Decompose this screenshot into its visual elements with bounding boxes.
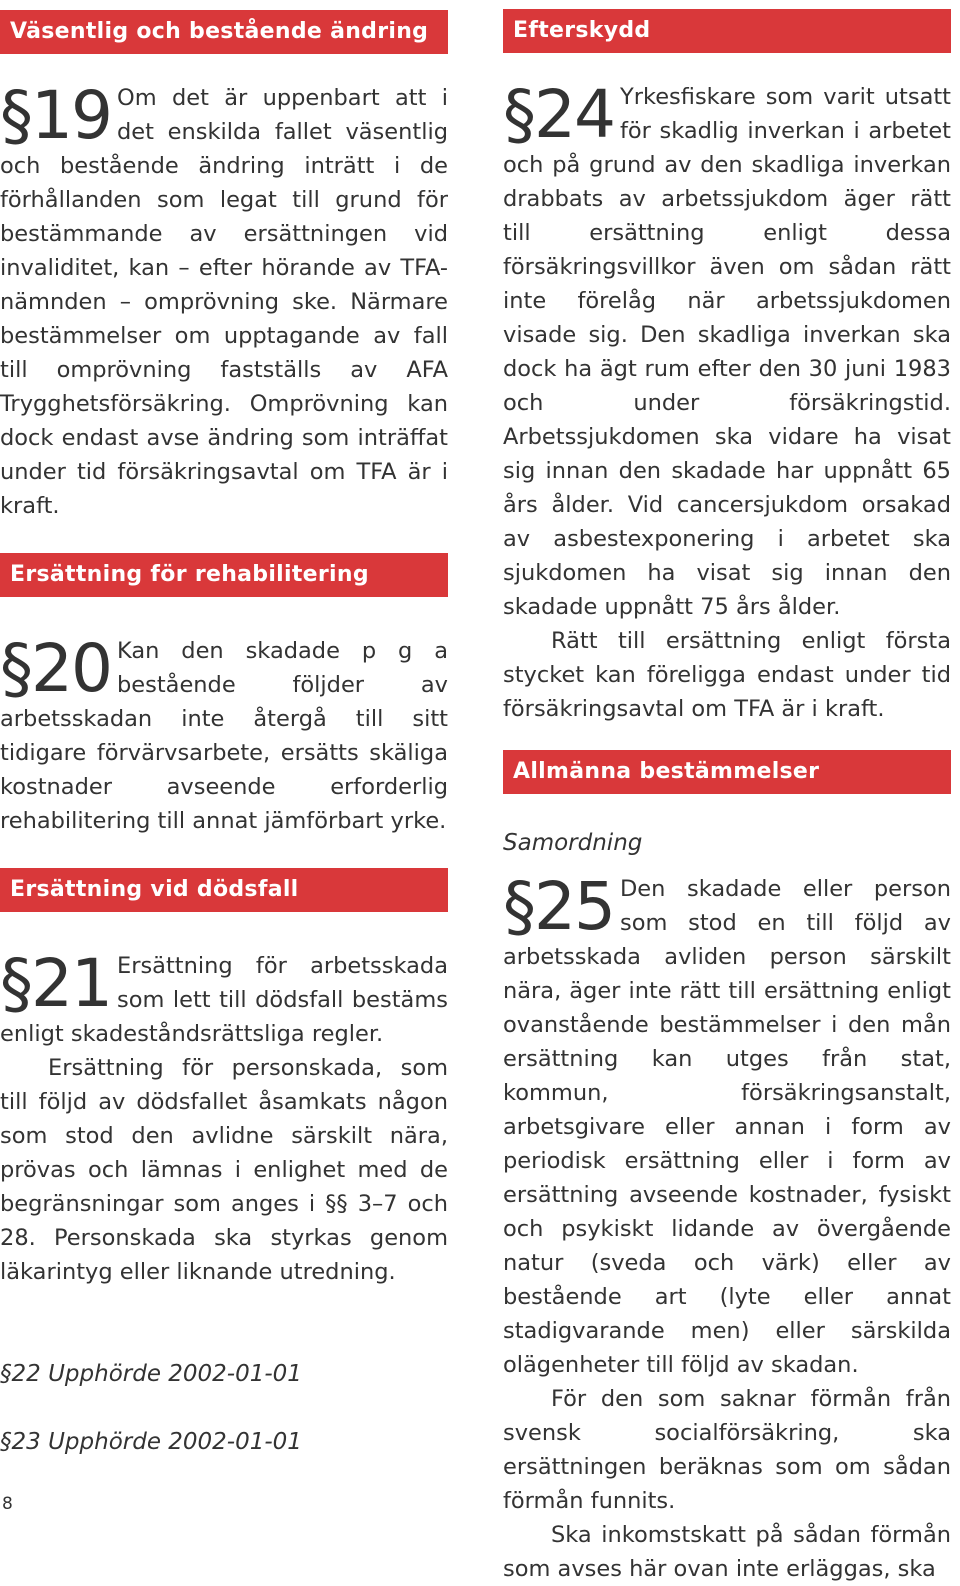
- section-number-25: §25: [503, 868, 614, 945]
- section-25-text-3: Ska inkomstskatt på sådan förmån som avses här ovan inte erläggas, ska: [503, 1522, 951, 1582]
- subheading-samordning: Samordning: [503, 830, 643, 856]
- section-number-19: §19: [0, 77, 111, 154]
- heading-efterskydd: Efterskydd: [503, 9, 951, 53]
- section-20-text: Kan den skadade p g a bestående följder av arbetsskadan inte återgå till sitt tidigare förvärvsarbete, ersätts skäliga kostnader avseende erforderlig rehabilitering till annat jämförbart yrke.: [0, 638, 448, 834]
- section-number-20: §20: [0, 630, 111, 707]
- section-25-text: Den skadade eller person som stod en till följd av arbetsskada avliden person särskilt nära, äger inte rätt till ersättning enligt ovanstående bestämmelser i den mån ersättning kan utges från stat, kommun, försäkringsanstalt, arbetsgivare eller annan i form av periodisk ersättning eller i form av ersättning avseende kostnader, fysiskt och psykiskt lidande av övergående natur (sveda och värk) eller av bestående art (lyte eller annat stadigvarande men) eller särskilda olägenheter till följd av skadan.: [503, 876, 951, 1378]
- section-24-text: Yrkesfiskare som varit utsatt för skadlig inverkan i arbetet och på grund av den skadliga inverkan drabbats av arbetssjukdom äger rätt till ersättning enligt dessa försäkringsvillkor även om sådan rätt inte förelåg när arbetssjukdomen visade sig. Den skadliga inverkan ska dock ha ägt rum efter den 30 juni 1983 och under försäkringstid. Arbetssjukdomen ska vidare ha visat sig innan den skadade har uppnått 65 års ålder. Vid cancersjukdom orsakad av asbestexponering i arbetet ska sjukdomen ha visat sig innan den skadade uppnått 75 års ålder.: [503, 84, 951, 620]
- section-22-repealed: §22 Upphörde 2002-01-01: [0, 1361, 302, 1387]
- heading-dodsfall: Ersättning vid dödsfall: [0, 868, 448, 912]
- section-21-text-2: Ersättning för personskada, som till följd av dödsfallet åsamkats någon som stod den avlidne särskilt nära, prövas och lämnas i enlighet med de begränsningar som anges i §§ 3–7 och 28. Personskada ska styrkas genom läkarintyg eller liknande utredning.: [0, 1055, 448, 1285]
- left-column: [0, 0, 448, 1459]
- heading-vasentlig-andring: Väsentlig och bestående ändring: [0, 10, 448, 54]
- section-19: [0, 77, 448, 523]
- heading-allmanna-bestammelser: Allmänna bestämmelser: [503, 750, 951, 794]
- section-21-text: Ersättning för arbetsskada som lett till dödsfall bestäms enligt skadeståndsrättsliga regler.: [0, 953, 448, 1047]
- section-number-24: §24: [503, 76, 614, 153]
- section-20: [0, 630, 448, 838]
- section-21: [0, 945, 448, 1289]
- heading-rehabilitering: Ersättning för rehabilitering: [0, 553, 448, 597]
- section-number-21: §21: [0, 945, 111, 1022]
- section-24: [503, 76, 951, 726]
- page-number: 8: [2, 1494, 13, 1514]
- section-25-text-2: För den som saknar förmån från svensk socialförsäkring, ska ersättningen beräknas som om sådan förmån funnits.: [503, 1386, 951, 1514]
- section-24-text-2: Rätt till ersättning enligt första stycket kan föreligga endast under tid försäkringsavtal om TFA är i kraft.: [503, 628, 951, 722]
- section-23-repealed: §23 Upphörde 2002-01-01: [0, 1429, 302, 1455]
- right-column: [503, 0, 951, 1586]
- section-19-text: Om det är uppenbart att i det enskilda fallet väsentlig och bestående ändring inträtt i de förhållanden som legat till grund för bestämmande av ersättningen vid invaliditet, kan – efter hörande av TFA-nämnden – omprövning ske. Närmare bestämmelser om upptagande av fall till omprövning fastställs av AFA Trygghetsförsäkring. Omprövning kan dock endast avse ändring som inträffat under tid försäkringsavtal om TFA är i kraft.: [0, 85, 448, 519]
- section-25: [503, 868, 951, 1586]
